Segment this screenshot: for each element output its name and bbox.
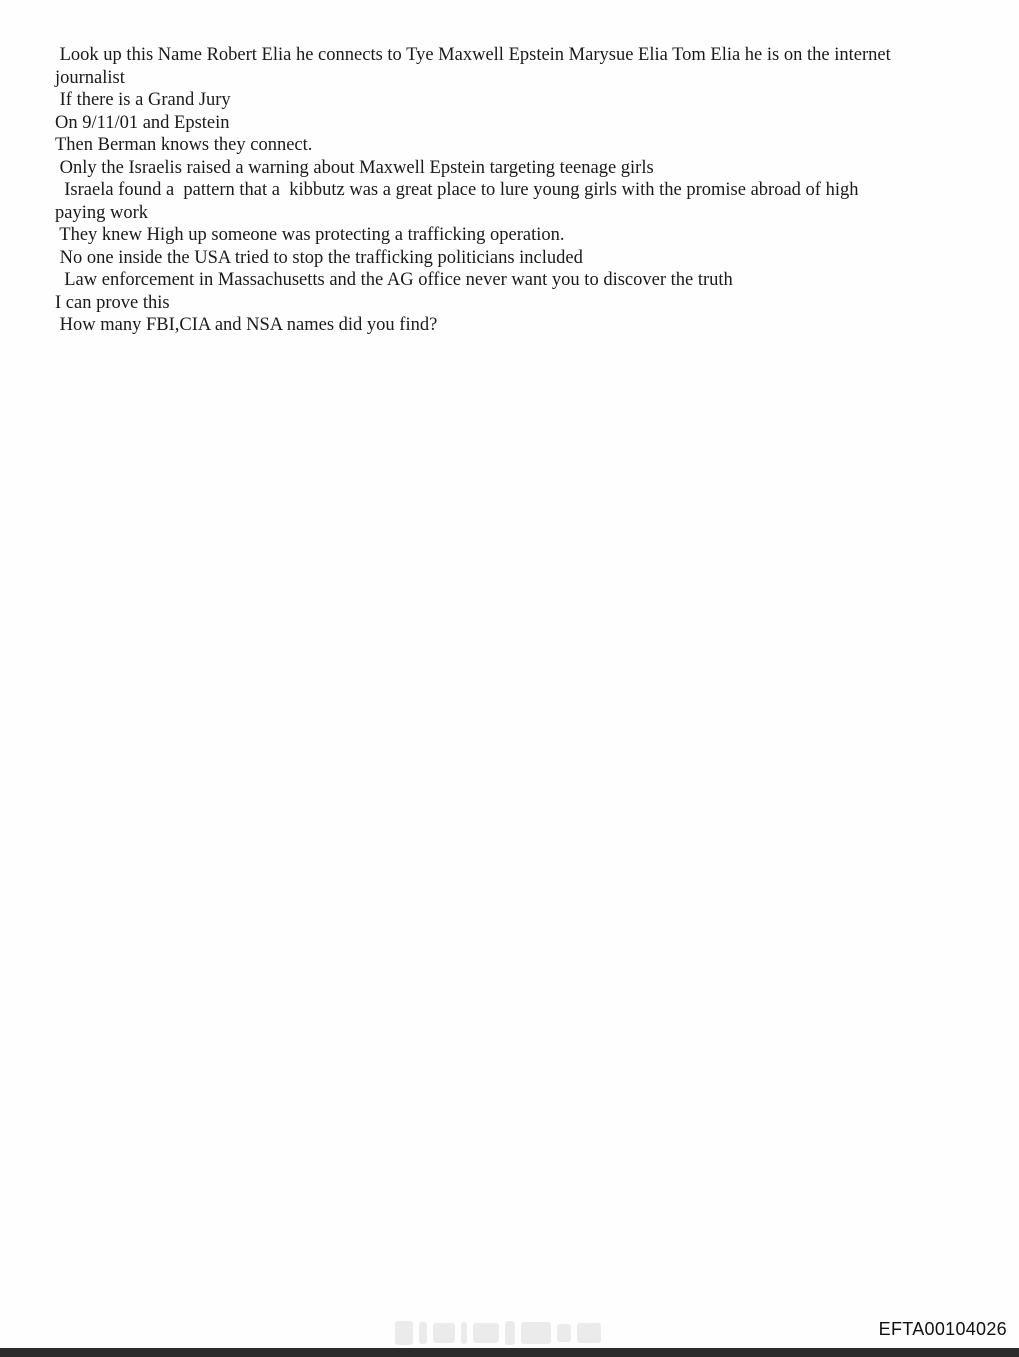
body-line: Law enforcement in Massachusetts and the AG office never want you to discover the truth	[55, 270, 733, 290]
body-line: On 9/11/01 and Epstein	[55, 112, 230, 133]
bottom-edge-bar	[0, 1348, 1019, 1357]
document-id-stamp: EFTA00104026	[878, 1319, 1007, 1339]
body-line: If there is a Grand Jury	[55, 90, 231, 110]
body-line: No one inside the USA tried to stop the trafficking politicians included	[55, 247, 583, 268]
letter-body	[55, 44, 975, 337]
body-line: journalist	[55, 67, 125, 88]
body-line: Only the Israelis raised a warning about Maxwell Epstein targeting teenage girls	[55, 157, 654, 178]
body-line: I can prove this	[55, 292, 170, 313]
body-line: Then Berman knows they connect.	[55, 135, 313, 155]
faded-scan-mark	[395, 1318, 625, 1348]
body-line: How many FBI,CIA and NSA names did you find?	[55, 315, 438, 335]
body-line: Israela found a pattern that a kibbutz was a great place to lure young girls with the promise abroad of high	[55, 180, 859, 200]
body-line: They knew High up someone was protecting a trafficking operation.	[55, 225, 565, 245]
body-line: paying work	[55, 202, 148, 223]
body-line: Look up this Name Robert Elia he connects to Tye Maxwell Epstein Marysue Elia Tom Elia he is on the internet	[55, 45, 891, 65]
